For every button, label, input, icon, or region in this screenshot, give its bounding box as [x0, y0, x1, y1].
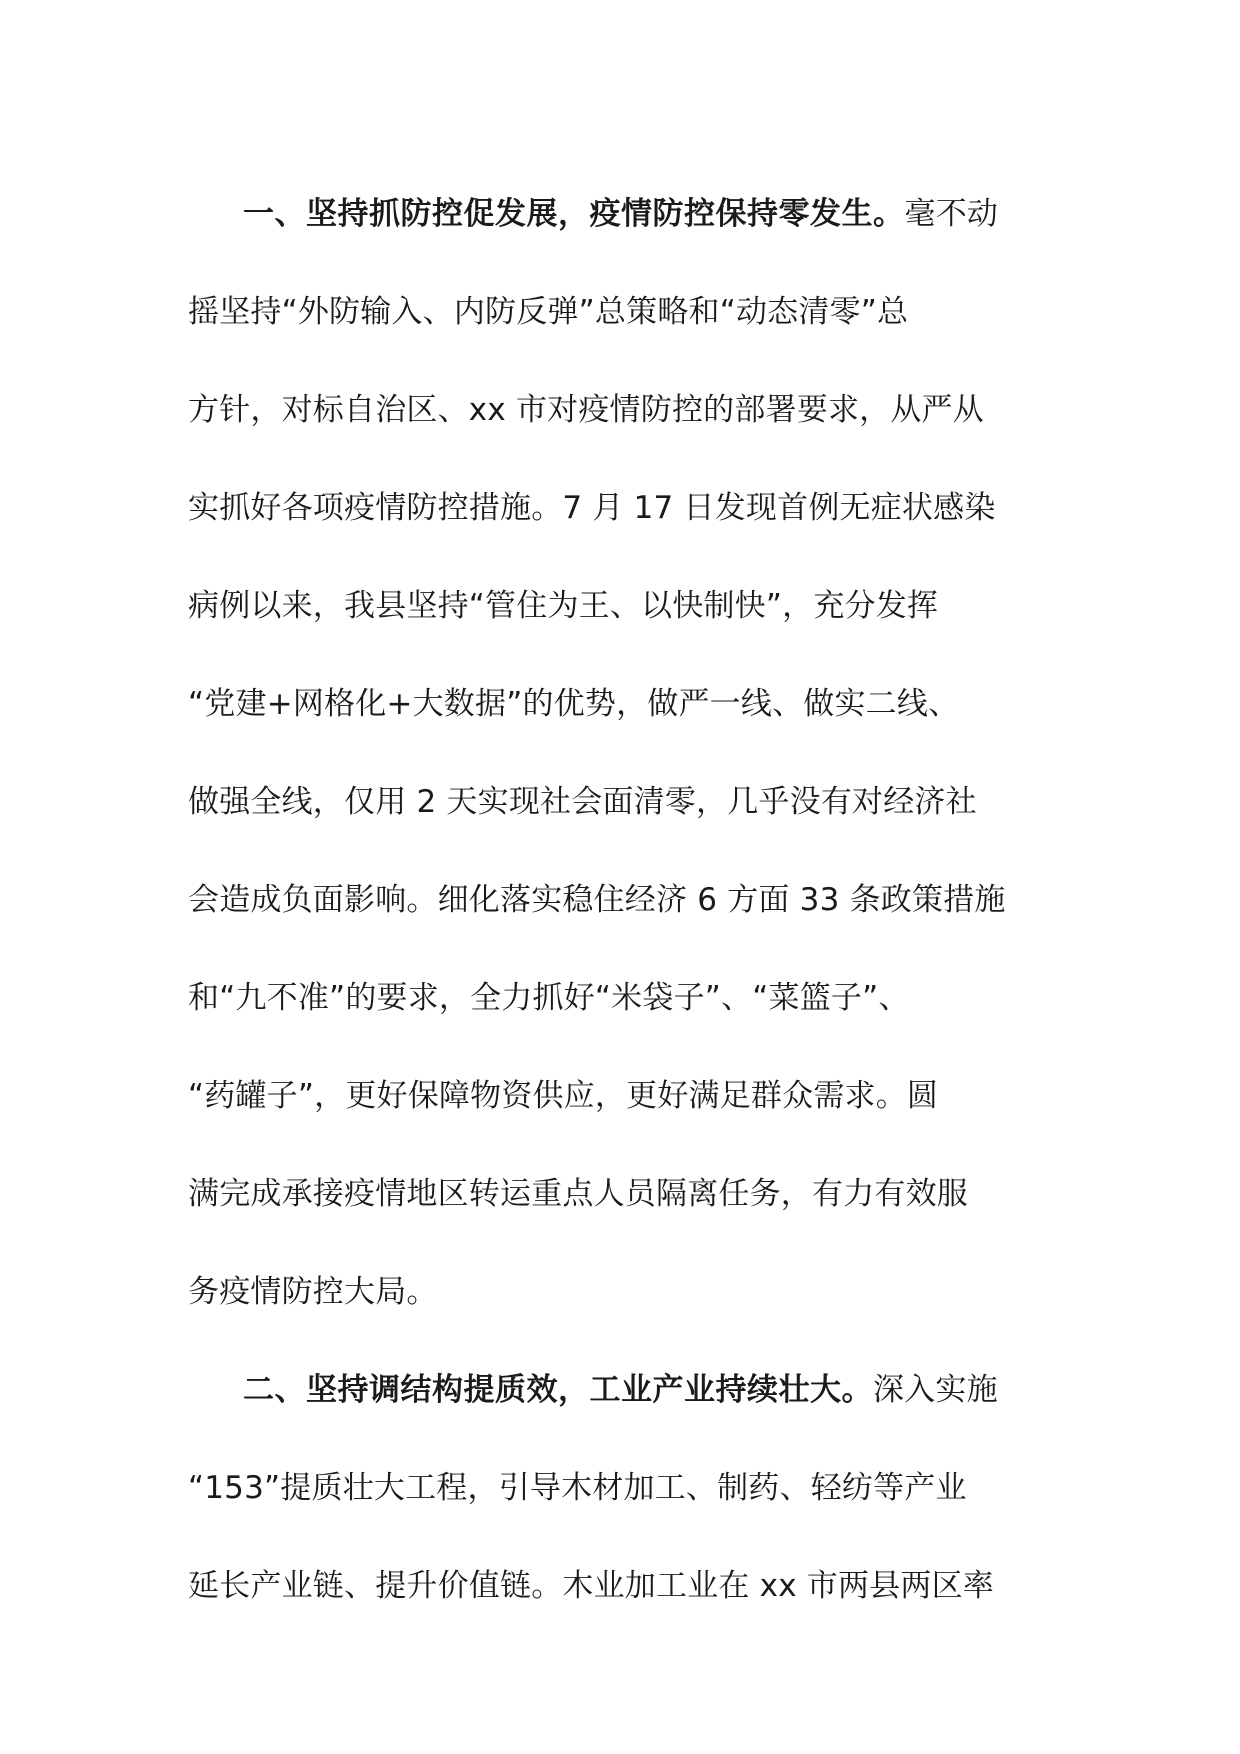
paragraph-1-text: 毫不动 [904, 196, 999, 232]
paragraph-1-line-6: “党建+网格化+大数据”的优势，做严一线、做实二线、 [188, 686, 960, 722]
paragraph-2-text: 深入实施 [873, 1372, 998, 1408]
paragraph-1-line-8: 会造成负面影响。细化落实稳住经济 6 方面 33 条政策措施 [188, 882, 1006, 918]
paragraph-1-line-7: 做强全线，仅用 2 天实现社会面清零，几乎没有对经济社 [188, 784, 977, 820]
paragraph-1-line-3: 方针，对标自治区、xx 市对疫情防控的部署要求，从严从 [188, 392, 984, 428]
paragraph-1-line-10: “药罐子”，更好保障物资供应，更好满足群众需求。圆 [188, 1078, 939, 1114]
paragraph-1-line-11: 满完成承接疫情地区转运重点人员隔离任务，有力有效服 [188, 1176, 968, 1212]
paragraph-1-line-5: 病例以来，我县坚持“管住为王、以快制快”，充分发挥 [188, 588, 939, 624]
paragraph-1-line-1 [188, 165, 1068, 263]
paragraph-1-line-2: 摇坚持“外防输入、内防反弹”总策略和“动态清零”总 [188, 294, 909, 330]
section-heading-2: 二、坚持调结构提质效，工业产业持续壮大。 [243, 1372, 873, 1408]
paragraph-2-line-2: “153”提质壮大工程，引导木材加工、制药、轻纺等产业 [188, 1470, 967, 1506]
paragraph-2-line-3: 延长产业链、提升价值链。木业加工业在 xx 市两县两区率 [188, 1568, 994, 1604]
paragraph-1-line-9: 和“九不准”的要求，全力抓好“米袋子”、“菜篮子”、 [188, 980, 910, 1016]
paragraph-1-line-4: 实抓好各项疫情防控措施。7 月 17 日发现首例无症状感染 [188, 490, 996, 526]
document-body [188, 165, 1068, 1635]
paragraph-2-line-1 [188, 1341, 1068, 1439]
paragraph-1-line-12: 务疫情防控大局。 [188, 1274, 438, 1310]
section-heading-1: 一、坚持抓防控促发展，疫情防控保持零发生。 [243, 196, 905, 232]
